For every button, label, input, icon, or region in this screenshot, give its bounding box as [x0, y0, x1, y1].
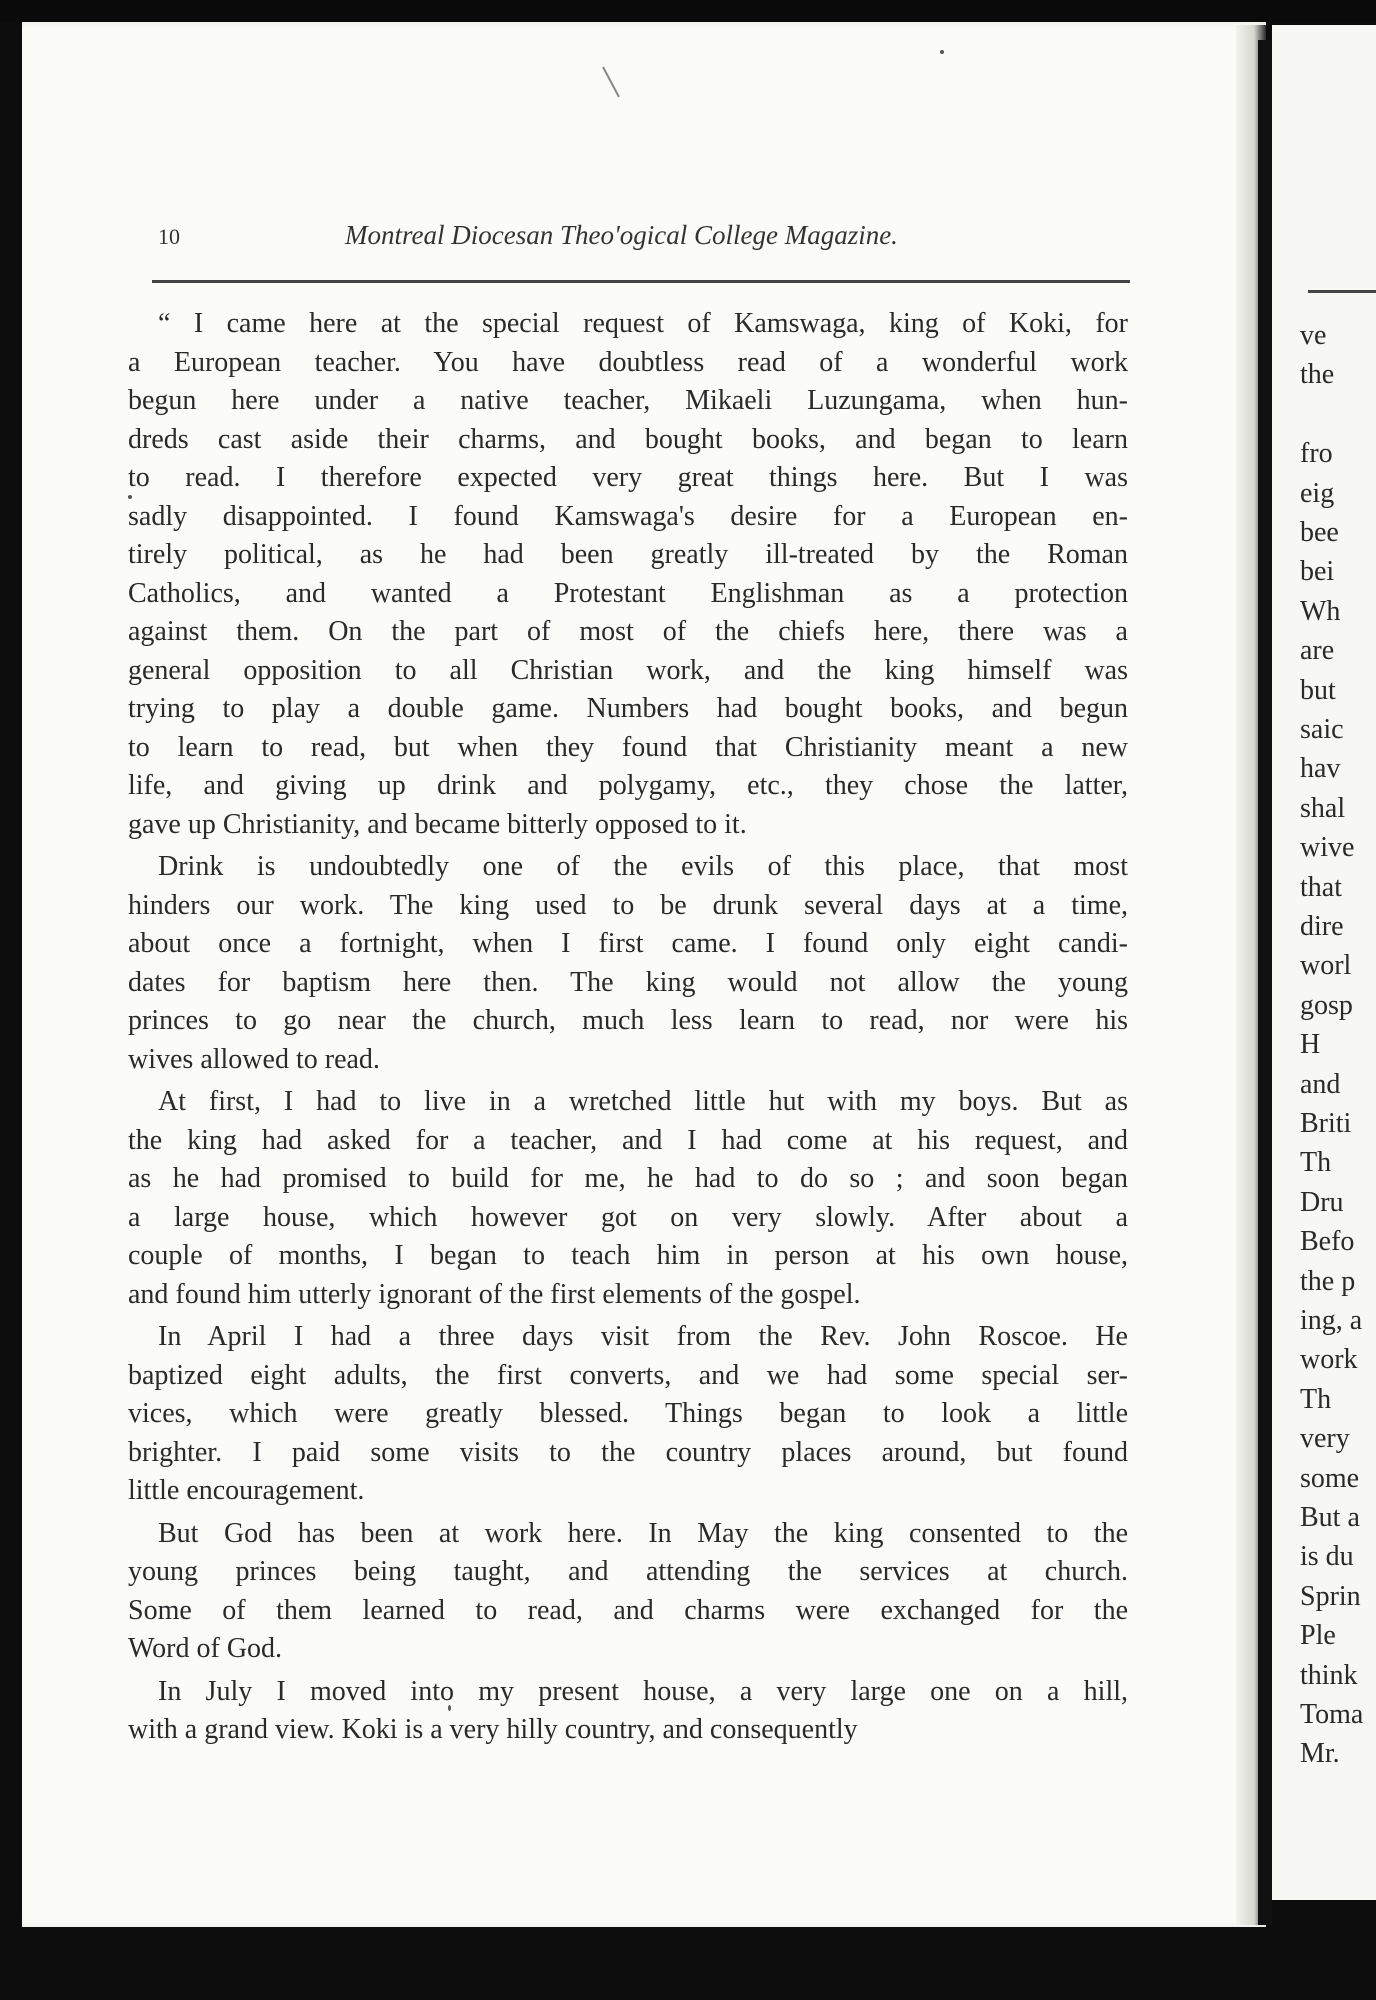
right-page-fragment: Dru: [1300, 1186, 1344, 1218]
scan-speck: [940, 50, 944, 54]
right-page-fragment: eig: [1300, 477, 1335, 509]
right-page-fragment: ve: [1300, 320, 1327, 351]
right-page-fragment: H: [1300, 1029, 1321, 1061]
text-line: gave up Christianity, and became bitterly opposed to it.: [128, 808, 747, 840]
text-line: princes to go near the church, much less learn to read, nor were his: [128, 1005, 1128, 1036]
text-line: dates for baptism here then. The king would not allow the young: [128, 966, 1128, 998]
right-page-fragment: dire: [1300, 911, 1344, 942]
right-page-fragment: worl: [1300, 950, 1352, 982]
right-page-fragment: some: [1300, 1462, 1360, 1494]
right-page-fragment: gosp: [1300, 989, 1353, 1021]
text-line: vices, which were greatly blessed. Things began to look a little: [128, 1398, 1128, 1429]
text-line: dreds cast aside their charms, and bought books, and began to learn: [128, 423, 1128, 455]
right-page-fragment: Th: [1300, 1383, 1332, 1415]
text-line: trying to play a double game. Numbers had bought books, and begun: [128, 693, 1128, 724]
right-page-fragment: hav: [1300, 753, 1341, 785]
right-page-fragment: Sprin: [1300, 1580, 1361, 1612]
right-page-fragment: Mr.: [1300, 1738, 1340, 1770]
right-page-fragment: that: [1300, 871, 1342, 903]
right-page-fragment: ing, a: [1300, 1305, 1363, 1336]
text-line: to read. I therefore expected very great things here. But I was: [128, 462, 1128, 493]
right-page-fragment: bee: [1300, 517, 1339, 548]
right-page-fragment: work: [1300, 1344, 1358, 1376]
right-page-fragment: Briti: [1300, 1108, 1352, 1139]
book-spine: [1258, 40, 1272, 1925]
right-page-fragment: the p: [1300, 1265, 1356, 1297]
text-line: general opposition to all Christian work, and the king himself was: [128, 654, 1128, 686]
right-page-fragment: very: [1300, 1423, 1350, 1455]
text-line: Word of God.: [128, 1633, 283, 1664]
text-line: a large house, which however got on very slowly. After about a: [128, 1201, 1128, 1233]
text-line: At first, I had to live in a wretched little hut with my boys. But as: [158, 1086, 1128, 1117]
right-page-fragment: saic: [1300, 714, 1344, 745]
right-page-fragment: fro: [1300, 438, 1333, 470]
paragraph: [128, 305, 1128, 844]
right-page-fragment: Toma: [1300, 1699, 1364, 1730]
right-page-header-rule: [1308, 290, 1376, 293]
text-line: baptized eight adults, the first converts, and we had some special ser-: [128, 1359, 1128, 1391]
right-page-fragment: is du: [1300, 1541, 1354, 1573]
right-page-fragment: think: [1300, 1659, 1358, 1691]
text-line: about once a fortnight, when I first came. I found only eight candi-: [128, 928, 1128, 959]
text-line: to learn to read, but when they found that Christianity meant a new: [128, 731, 1128, 763]
text-line: Drink is undoubtedly one of the evils of this place, that most: [158, 851, 1128, 882]
text-line: begun here under a native teacher, Mikaeli Luzungama, when hun-: [128, 385, 1128, 416]
text-line: In July I moved into my present house, a very large one on a hill,: [158, 1675, 1128, 1707]
text-line: In April I had a three days visit from the Rev. John Roscoe. He: [158, 1321, 1128, 1352]
right-page-fragment: Wh: [1300, 595, 1341, 627]
text-line: But God has been at work here. In May the king consented to the: [158, 1517, 1128, 1549]
paragraph: [128, 1515, 1128, 1669]
text-line: as he had promised to build for me, he had to do so ; and soon began: [128, 1163, 1128, 1194]
text-line: tirely political, as he had been greatly ill-treated by the Roman: [128, 539, 1128, 570]
text-line: and found him utterly ignorant of the first elements of the gospel.: [128, 1278, 861, 1310]
right-page-fragment: and: [1300, 1068, 1341, 1100]
paragraph: [128, 1083, 1128, 1314]
scan-top-border: [0, 0, 1376, 22]
right-page-fragment: But a: [1300, 1502, 1360, 1533]
text-line: against them. On the part of most of the chiefs here, there was a: [128, 616, 1128, 647]
right-page-fragment: wive: [1300, 832, 1355, 864]
running-title: Montreal Diocesan Theo'ogical College Magazine.: [345, 220, 898, 250]
text-line: sadly disappointed. I found Kamswaga's desire for a European en-: [128, 500, 1128, 532]
text-line: brighter. I paid some visits to the country places around, but found: [128, 1436, 1128, 1468]
article-body: [128, 305, 1128, 1754]
right-page-fragment: but: [1300, 674, 1336, 706]
text-line: Catholics, and wanted a Protestant Englishman as a protection: [128, 577, 1128, 609]
right-page-fragment: Befo: [1300, 1226, 1355, 1258]
text-line: life, and giving up drink and polygamy, etc., they chose the latter,: [128, 770, 1128, 801]
right-page-fragment: bei: [1300, 556, 1335, 588]
paragraph: [128, 1318, 1128, 1511]
right-page-fragment: the: [1300, 359, 1335, 391]
paragraph: [128, 848, 1128, 1079]
page-number: 10: [158, 224, 180, 249]
header-rule: [152, 280, 1130, 283]
text-line: young princes being taught, and attending the services at church.: [128, 1556, 1128, 1587]
text-line: “ I came here at the special request of Kamswaga, king of Koki, for: [158, 308, 1128, 339]
text-line: a European teacher. You have doubtless read of a wonderful work: [128, 346, 1128, 378]
right-page-fragment: Ple: [1300, 1620, 1336, 1652]
right-page-fragment: shal: [1300, 792, 1346, 824]
text-line: with a grand view. Koki is a very hilly country, and consequently: [128, 1714, 858, 1745]
paragraph: [128, 1673, 1128, 1750]
right-page-fragment: Th: [1300, 1147, 1332, 1179]
text-line: little encouragement.: [128, 1475, 365, 1506]
text-line: Some of them learned to read, and charms were exchanged for the: [128, 1594, 1128, 1626]
text-line: hinders our work. The king used to be drunk several days at a time,: [128, 889, 1128, 921]
text-line: the king had asked for a teacher, and I had come at his request, and: [128, 1124, 1128, 1156]
text-line: wives allowed to read.: [128, 1043, 380, 1075]
text-line: couple of months, I began to teach him in person at his own house,: [128, 1240, 1128, 1271]
right-page-fragment: are: [1300, 635, 1335, 667]
